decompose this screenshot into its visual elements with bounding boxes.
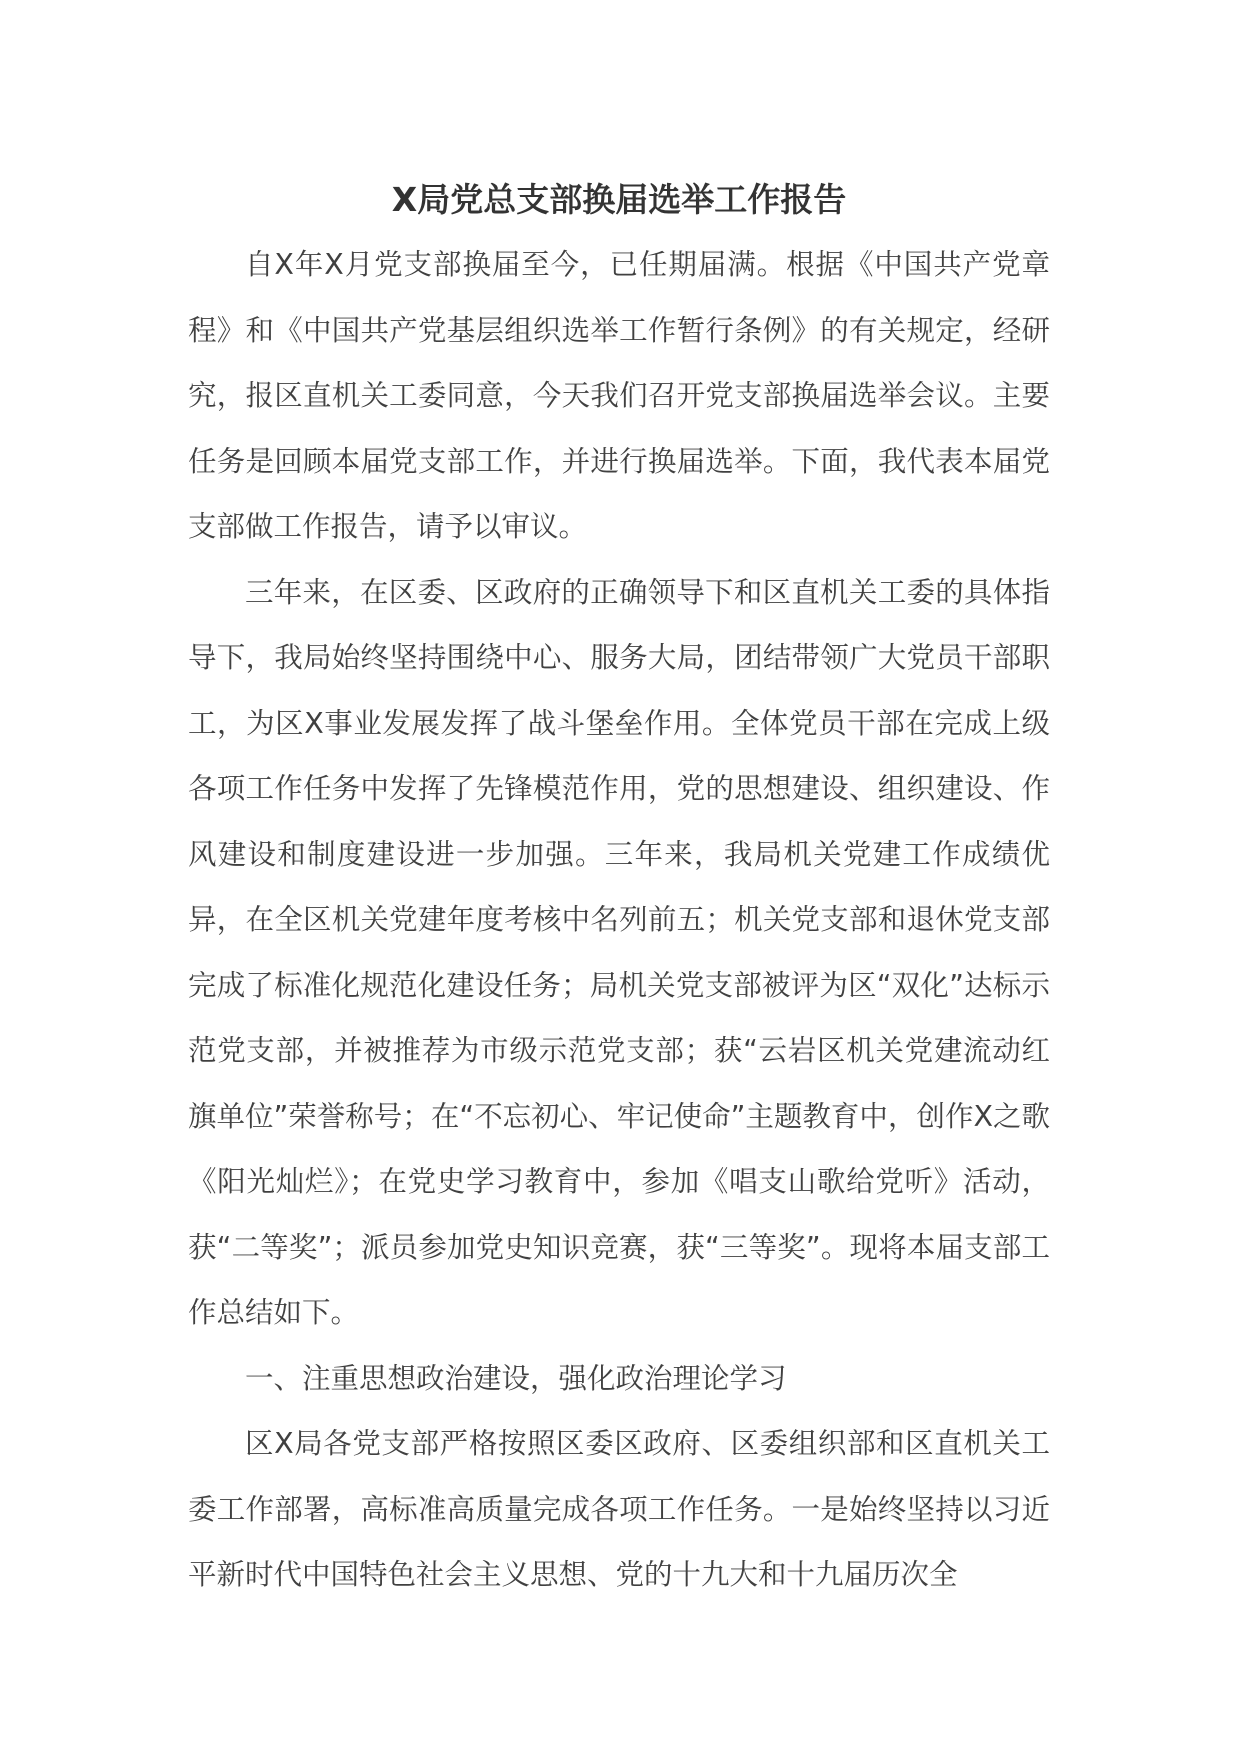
summary-paragraph: 三年来，在区委、区政府的正确领导下和区直机关工委的具体指导下，我局始终坚持围绕中心、服务大局，团结带领广大党员干部职工，为区X事业发展发挥了战斗堡垒作用。全体党员干部在完成上级各项工作任务中发挥了先锋模范作用，党的思想建设、组织建设、作风建设和制度建设进一步加强。三年来，我局机关党建工作成绩优异，在全区机关党建年度考核中名列前五；机关党支部和退休党支部完成了标准化规范化建设任务；局机关党支部被评为区“双化”达标示范党支部，并被推荐为市级示范党支部；获“云岩区机关党建流动红旗单位”荣誉称号；在“不忘初心、牢记使命”主题教育中，创作X之歌《阳光灿烂》；在党史学习教育中，参加《唱支山歌给党听》活动，获“二等奖”；派员参加党史知识竞赛，获“三等奖”。现将本届支部工作总结如下。: [188, 575, 1050, 1329]
section-heading: 一、注重思想政治建设，强化政治理论学习: [245, 1361, 787, 1395]
intro-paragraph: 自X年X月党支部换届至今，已任期届满。根据《中国共产党章程》和《中国共产党基层组织选举工作暂行条例》的有关规定，经研究，报区直机关工委同意，今天我们召开党支部换届选举会议。主要任务是回顾本届党支部工作，并进行换届选举。下面，我代表本届党支部做工作报告，请予以审议。: [188, 248, 1050, 543]
document-body: [188, 168, 1050, 1608]
document-title: X局党总支部换届选举工作报告: [391, 180, 847, 219]
section-paragraph: 区X局各党支部严格按照区委区政府、区委组织部和区直机关工委工作部署，高标准高质量完成各项工作任务。一是始终坚持以习近平新时代中国特色社会主义思想、党的十九大和十九届历次全: [188, 1427, 1050, 1591]
